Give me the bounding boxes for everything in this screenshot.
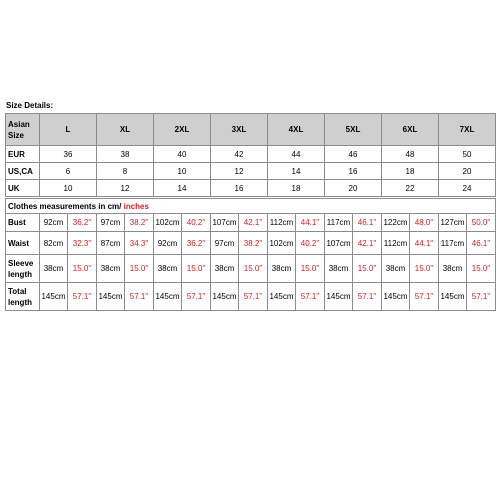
inch-cell: 57.1" <box>239 283 268 311</box>
cm-cell: 107cm <box>325 232 353 255</box>
cm-cell: 145cm <box>154 283 182 311</box>
row-label: Waist <box>6 232 40 255</box>
measurements-heading-row <box>6 199 496 214</box>
inch-cell: 42.1" <box>239 214 268 232</box>
inch-cell: 46.1" <box>353 214 382 232</box>
table-cell: 48 <box>382 146 439 163</box>
size-header-row <box>6 114 496 146</box>
inch-cell: 34.3" <box>125 232 154 255</box>
row-label: US,CA <box>6 163 40 180</box>
inch-cell: 40.2" <box>182 214 211 232</box>
inch-cell: 46.1" <box>467 232 496 255</box>
cm-cell: 38cm <box>382 255 410 283</box>
table-cell: 16 <box>325 163 382 180</box>
inch-cell: 44.1" <box>410 232 439 255</box>
cm-cell: 82cm <box>40 232 68 255</box>
row-label: Sleeve length <box>6 255 40 283</box>
cm-cell: 97cm <box>211 232 239 255</box>
table-cell: 14 <box>268 163 325 180</box>
row-label: Total length <box>6 283 40 311</box>
inch-cell: 57.1" <box>125 283 154 311</box>
table-cell: 16 <box>211 180 268 197</box>
inch-cell: 32.3" <box>68 232 97 255</box>
inch-cell: 57.1" <box>467 283 496 311</box>
inch-cell: 15.0" <box>125 255 154 283</box>
inch-cell: 42.1" <box>353 232 382 255</box>
table-cell: 42 <box>211 146 268 163</box>
inch-cell: 36.2" <box>182 232 211 255</box>
page-title: Size Details: <box>6 101 54 110</box>
table-cell: 8 <box>97 163 154 180</box>
size-conversion-table <box>5 113 496 197</box>
cm-cell: 102cm <box>268 232 296 255</box>
measurements-table <box>5 198 496 311</box>
table-cell: 12 <box>97 180 154 197</box>
cm-cell: 145cm <box>268 283 296 311</box>
inch-cell: 57.1" <box>353 283 382 311</box>
cm-cell: 117cm <box>325 214 353 232</box>
table-row <box>6 283 496 311</box>
measurements-heading <box>6 199 496 214</box>
table-cell: 10 <box>40 180 97 197</box>
inch-cell: 57.1" <box>68 283 97 311</box>
inch-cell: 15.0" <box>353 255 382 283</box>
table-cell: 20 <box>325 180 382 197</box>
cm-cell: 122cm <box>382 214 410 232</box>
cm-cell: 117cm <box>439 232 467 255</box>
inch-cell: 15.0" <box>410 255 439 283</box>
cm-cell: 92cm <box>154 232 182 255</box>
inch-cell: 15.0" <box>182 255 211 283</box>
row-label: EUR <box>6 146 40 163</box>
cm-cell: 145cm <box>97 283 125 311</box>
inch-cell: 38.2" <box>125 214 154 232</box>
cm-cell: 102cm <box>154 214 182 232</box>
inch-cell: 57.1" <box>182 283 211 311</box>
cm-cell: 38cm <box>97 255 125 283</box>
cm-cell: 38cm <box>211 255 239 283</box>
size-header-cell: 4XL <box>268 114 325 146</box>
heading-inches-text: inches <box>121 201 149 211</box>
table-cell: 18 <box>268 180 325 197</box>
row-label: Bust <box>6 214 40 232</box>
size-header-cell: 3XL <box>211 114 268 146</box>
cm-cell: 112cm <box>382 232 410 255</box>
table-cell: 10 <box>154 163 211 180</box>
cm-cell: 38cm <box>325 255 353 283</box>
cm-cell: 145cm <box>382 283 410 311</box>
table-cell: 20 <box>439 163 496 180</box>
size-header-cell: 6XL <box>382 114 439 146</box>
cm-cell: 97cm <box>97 214 125 232</box>
inch-cell: 15.0" <box>296 255 325 283</box>
size-header-cell: L <box>40 114 97 146</box>
inch-cell: 57.1" <box>296 283 325 311</box>
table-cell: 12 <box>211 163 268 180</box>
size-header-cell: 7XL <box>439 114 496 146</box>
table-cell: 40 <box>154 146 211 163</box>
inch-cell: 15.0" <box>239 255 268 283</box>
inch-cell: 40.2" <box>296 232 325 255</box>
table-cell: 24 <box>439 180 496 197</box>
cm-cell: 38cm <box>40 255 68 283</box>
table-row <box>6 255 496 283</box>
cm-cell: 38cm <box>154 255 182 283</box>
cm-cell: 127cm <box>439 214 467 232</box>
table-cell: 18 <box>382 163 439 180</box>
cm-cell: 145cm <box>40 283 68 311</box>
size-header-cell: XL <box>97 114 154 146</box>
row-label: UK <box>6 180 40 197</box>
table-cell: 38 <box>97 146 154 163</box>
table-cell: 50 <box>439 146 496 163</box>
table-cell: 14 <box>154 180 211 197</box>
table-cell: 6 <box>40 163 97 180</box>
size-header-cell: 5XL <box>325 114 382 146</box>
heading-cm-text: Clothes measurements in cm/ <box>8 201 122 211</box>
cm-cell: 145cm <box>439 283 467 311</box>
cm-cell: 112cm <box>268 214 296 232</box>
inch-cell: 36.2" <box>68 214 97 232</box>
cm-cell: 145cm <box>325 283 353 311</box>
table-row <box>6 180 496 197</box>
table-cell: 22 <box>382 180 439 197</box>
inch-cell: 15.0" <box>68 255 97 283</box>
inch-cell: 57.1" <box>410 283 439 311</box>
cm-cell: 87cm <box>97 232 125 255</box>
size-header-cell: 2XL <box>154 114 211 146</box>
table-row <box>6 146 496 163</box>
table-row <box>6 163 496 180</box>
cm-cell: 38cm <box>439 255 467 283</box>
cm-cell: 145cm <box>211 283 239 311</box>
table-cell: 46 <box>325 146 382 163</box>
inch-cell: 44.1" <box>296 214 325 232</box>
cm-cell: 92cm <box>40 214 68 232</box>
inch-cell: 38.2" <box>239 232 268 255</box>
table-row <box>6 232 496 255</box>
inch-cell: 50.0" <box>467 214 496 232</box>
table-cell: 36 <box>40 146 97 163</box>
table-cell: 44 <box>268 146 325 163</box>
table-row <box>6 214 496 232</box>
cm-cell: 107cm <box>211 214 239 232</box>
header-label: Asian Size <box>6 114 40 146</box>
inch-cell: 15.0" <box>467 255 496 283</box>
inch-cell: 48.0" <box>410 214 439 232</box>
cm-cell: 38cm <box>268 255 296 283</box>
